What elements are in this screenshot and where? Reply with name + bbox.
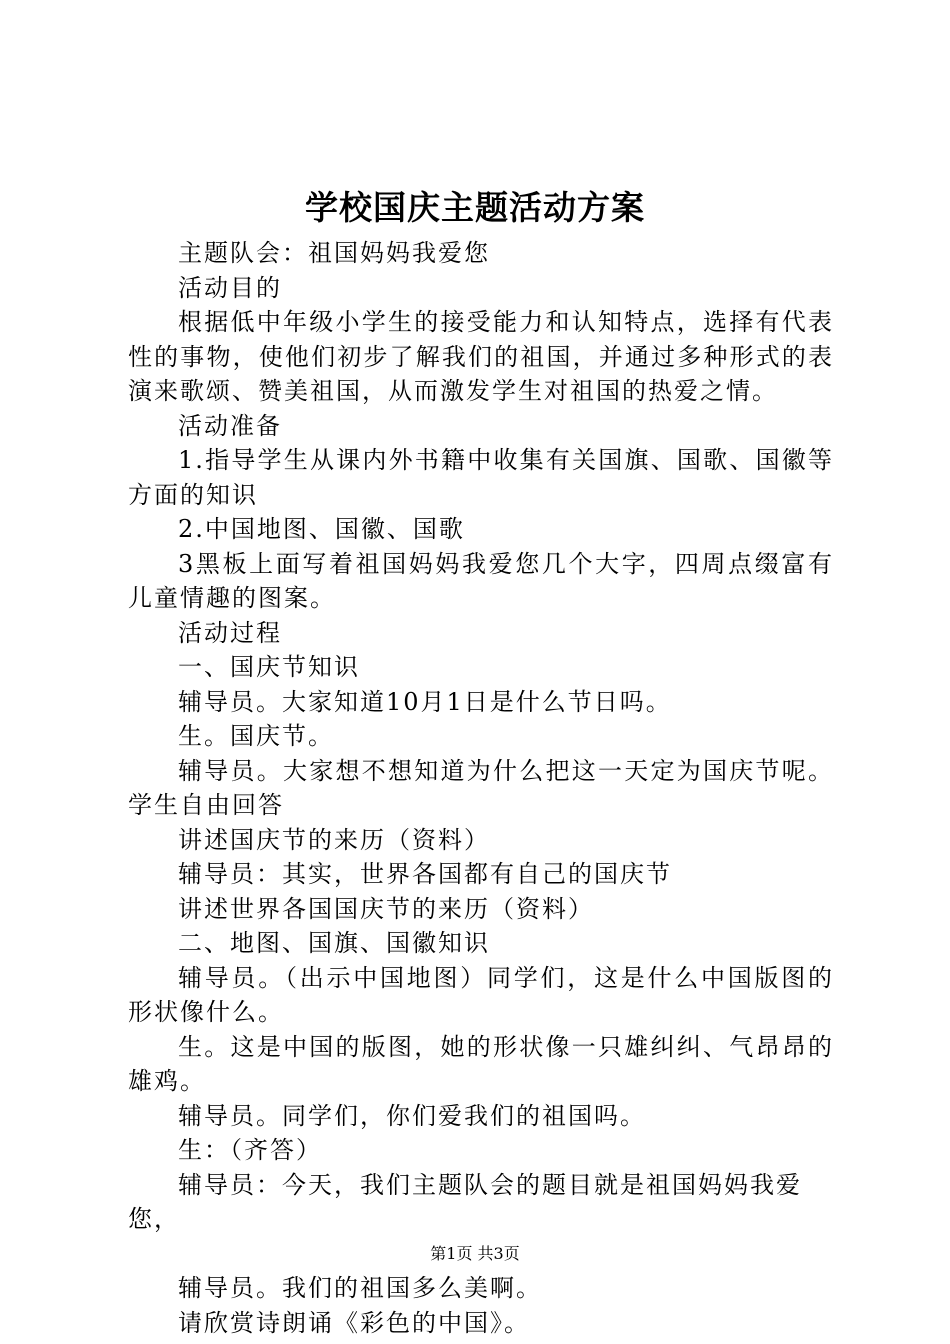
list-item: 1.指导学生从课内外书籍中收集有关国旗、国歌、国徽等方面的知识 xyxy=(128,446,834,509)
paragraph: 生。这是中国的版图，她的形状像一只雄纠纠、气昂昂的雄鸡。 xyxy=(128,1032,834,1095)
paragraph: 根据低中年级小学生的接受能力和认知特点，选择有代表性的事物，使他们初步了解我们的祖国，并通过多种形式的表演来歌颂、赞美祖国，从而激发学生对祖国的热爱之情。 xyxy=(128,308,834,405)
paragraph: 辅导员。大家想不想知道为什么把这一天定为国庆节呢。学生自由回答 xyxy=(128,756,834,819)
paragraph: 辅导员。我们的祖国多么美啊。 xyxy=(178,1274,542,1302)
list-item: 3黑板上面写着祖国妈妈我爱您几个大字，四周点缀富有儿童情趣的图案。 xyxy=(128,549,834,612)
paragraph: 辅导员。（出示中国地图）同学们，这是什么中国版图的形状像什么。 xyxy=(128,963,834,1026)
paragraph: 生。国庆节。 xyxy=(178,722,334,750)
subsection-heading: 二、地图、国旗、国徽知识 xyxy=(178,929,490,957)
paragraph: 辅导员。同学们，你们爱我们的祖国吗。 xyxy=(178,1101,646,1130)
paragraph: 讲述世界各国国庆节的来历（资料） xyxy=(178,894,594,923)
paragraph: 请欣赏诗朗诵《彩色的中国》。 xyxy=(178,1308,530,1337)
subsection-heading: 一、国庆节知识 xyxy=(178,653,360,681)
section-heading: 活动过程 xyxy=(178,618,282,647)
document-body xyxy=(128,236,834,1340)
paragraph: 主题队会：祖国妈妈我爱您 xyxy=(178,239,490,267)
paragraph: 辅导员：其实，世界各国都有自己的国庆节 xyxy=(178,860,672,888)
paragraph: 生：（齐答） xyxy=(178,1136,322,1164)
page-footer: 第1页 共3页 xyxy=(430,1244,520,1263)
section-heading: 活动目的 xyxy=(178,273,282,302)
document-title: 学校国庆主题活动方案 xyxy=(305,188,645,227)
list-item: 2.中国地图、国徽、国歌 xyxy=(178,515,465,543)
paragraph: 辅导员。大家知道10月1日是什么节日吗。 xyxy=(178,687,672,716)
paragraph: 辅导员：今天，我们主题队会的题目就是祖国妈妈我爱您， xyxy=(128,1170,802,1233)
section-heading: 活动准备 xyxy=(178,411,282,440)
paragraph: 讲述国庆节的来历（资料） xyxy=(178,825,490,854)
